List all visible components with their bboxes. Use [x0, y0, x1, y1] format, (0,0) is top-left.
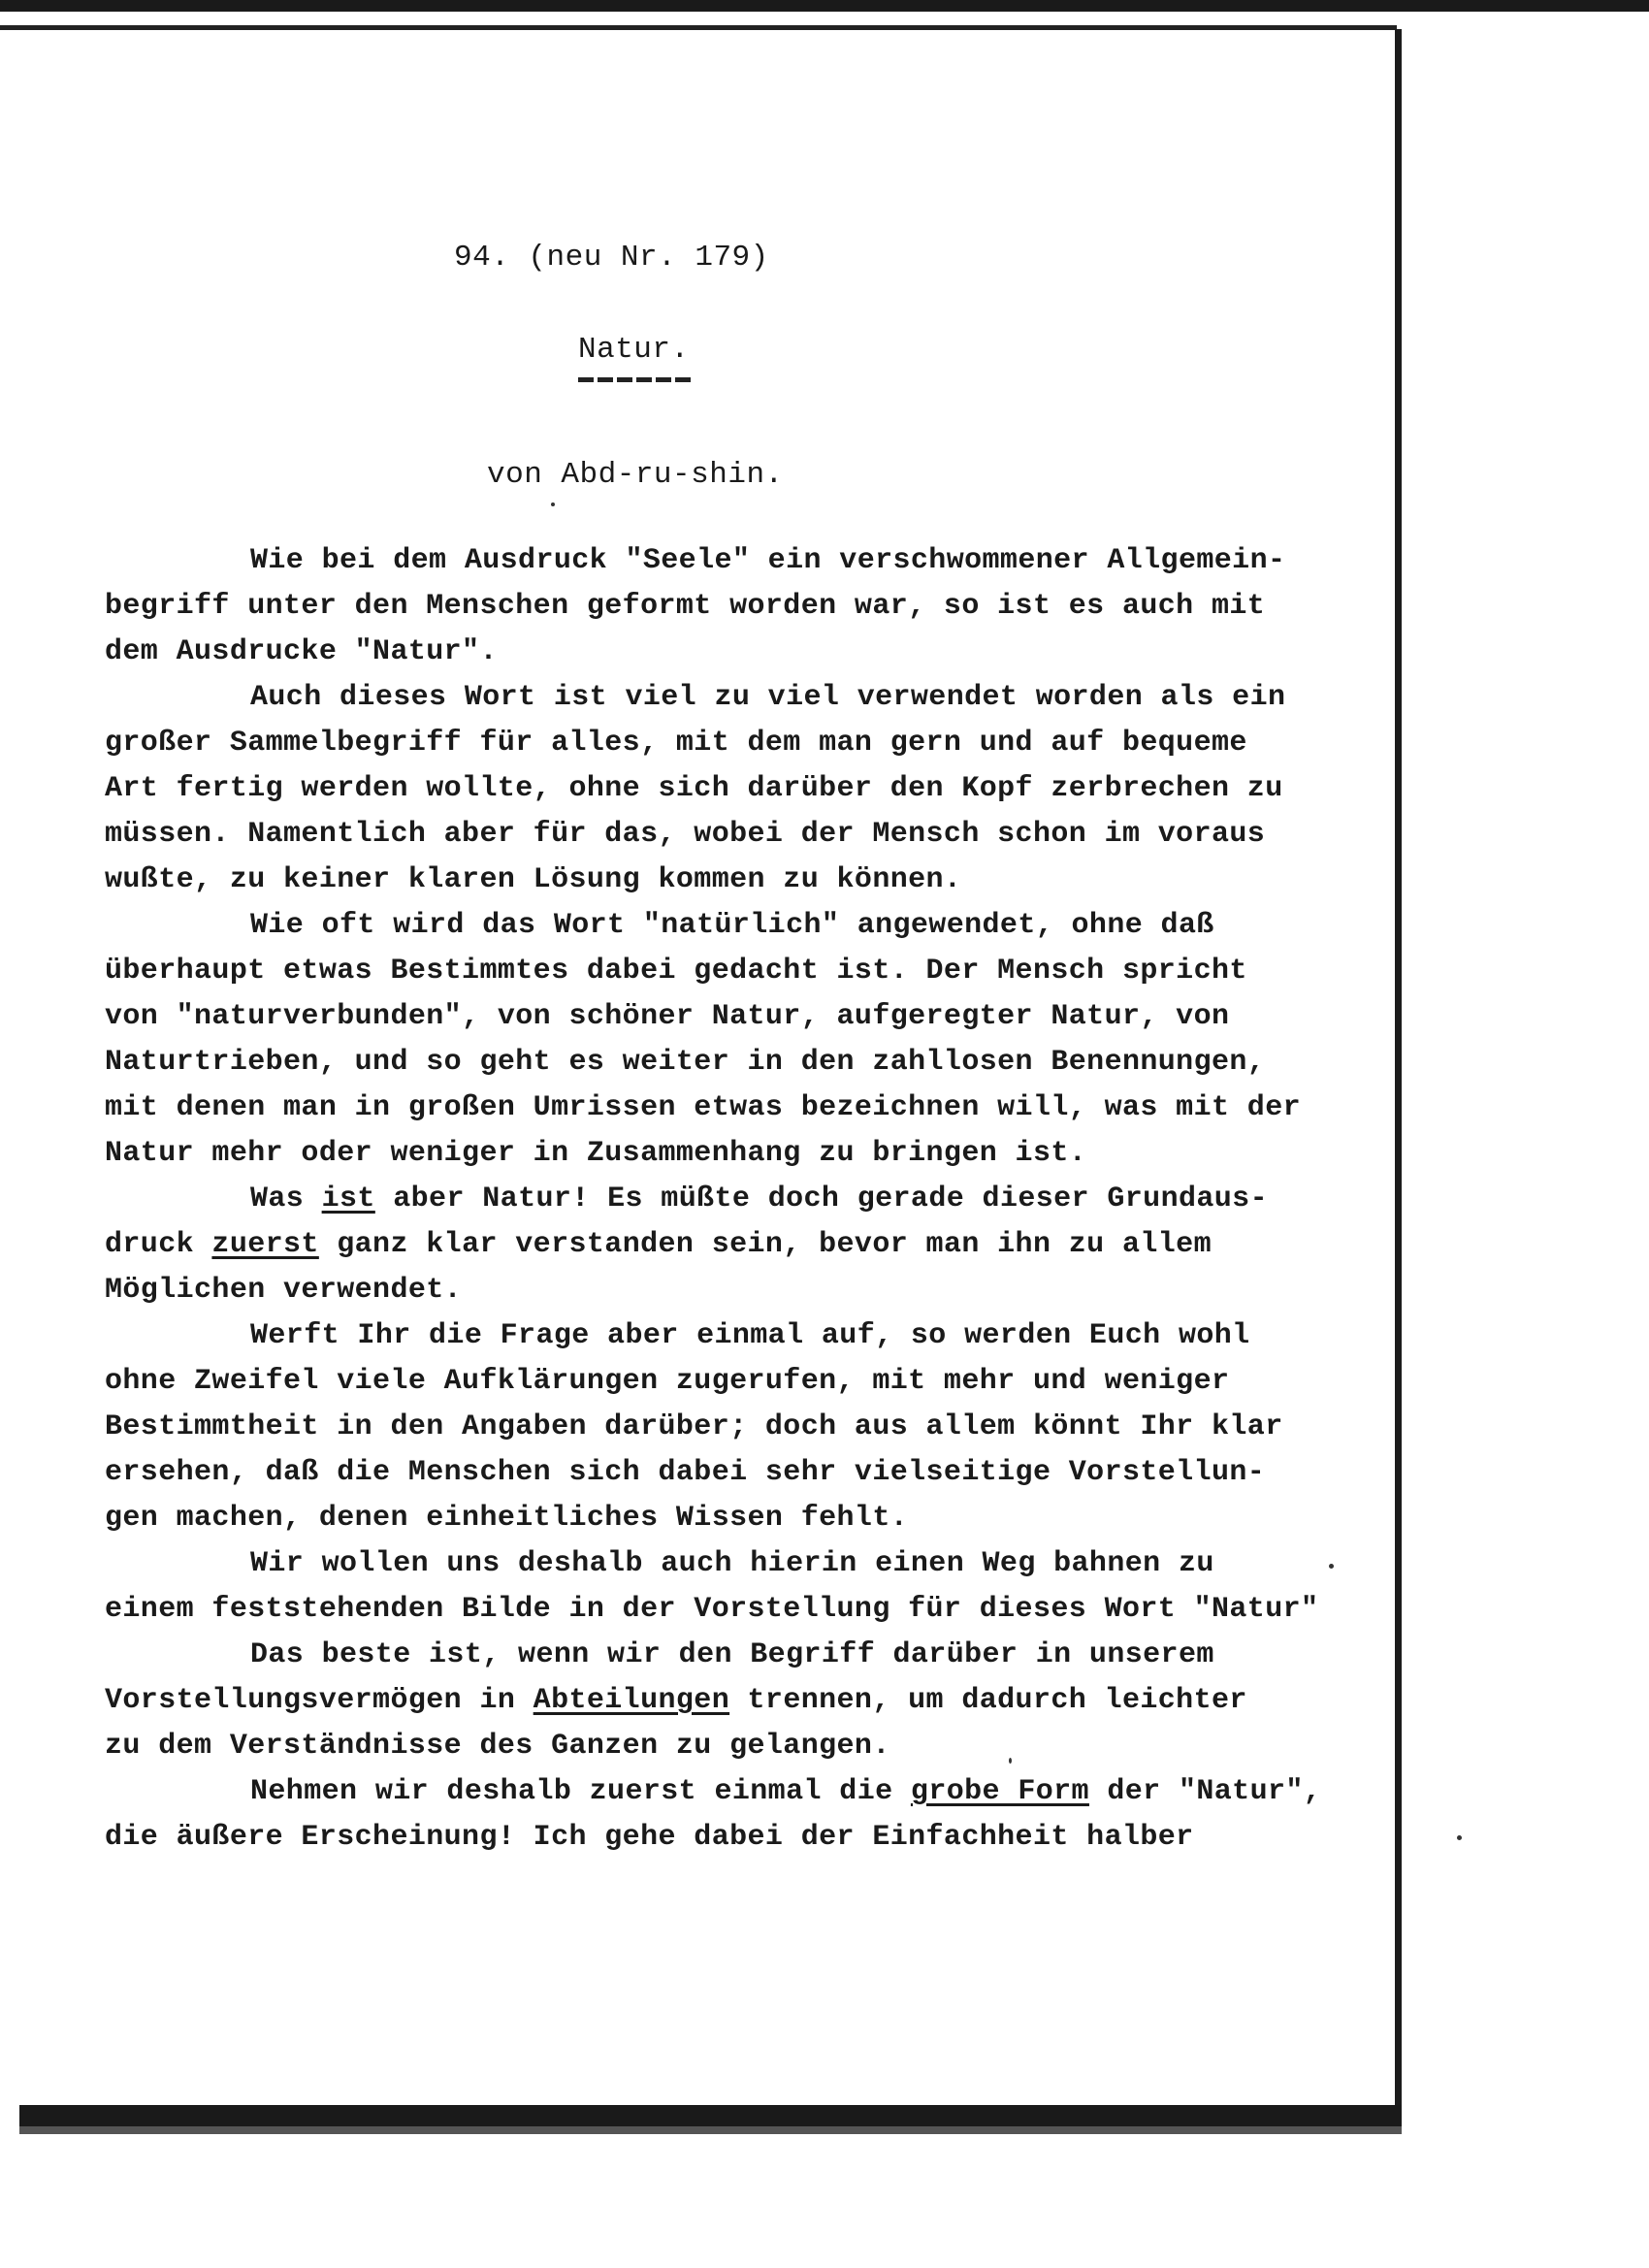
text-line: Auch dieses Wort ist viel zu viel verwendet worden als ein: [250, 681, 1286, 714]
text-segment: druck: [105, 1228, 212, 1261]
text-segment: Nehmen wir deshalb zuerst einmal die: [250, 1775, 911, 1808]
text-line: gen machen, denen einheitliches Wissen fehlt.: [105, 1502, 909, 1535]
body-text: [105, 538, 1375, 1861]
text-line: Möglichen verwendet.: [105, 1274, 463, 1307]
paper-right-edge: [1395, 29, 1402, 2129]
paper-bottom-shadow: [19, 2105, 1402, 2126]
text-segment: aber Natur! Es müßte doch gerade dieser Grundaus-: [374, 1183, 1268, 1215]
text-line: Art fertig werden wollte, ohne sich darüber den Kopf zerbrechen zu: [105, 772, 1283, 805]
text-line: begriff unter den Menschen geformt worden war, so ist es auch mit: [105, 590, 1266, 623]
text-line: Das beste ist, wenn wir den Begriff darüber in unserem: [250, 1638, 1214, 1671]
text-line: Wir wollen uns deshalb auch hierin einen Weg bahnen zu: [250, 1547, 1214, 1580]
paper-bottom-shadow-soft: [19, 2126, 1402, 2134]
text-line: [105, 1177, 1375, 1222]
text-line: ersehen, daß die Menschen sich dabei sehr vielseitige Vorstellun-: [105, 1456, 1266, 1489]
text-line: ohne Zweifel viele Aufklärungen zugerufen, mit mehr und weniger: [105, 1365, 1230, 1398]
scan-top-gap: [0, 12, 1649, 15]
text-line: großer Sammelbegriff für alles, mit dem man gern und auf bequeme: [105, 727, 1247, 760]
text-line: Naturtrieben, und so geht es weiter in den zahllosen Benennungen,: [105, 1046, 1266, 1079]
text-line: Natur mehr oder weniger in Zusammenhang zu bringen ist.: [105, 1137, 1087, 1170]
text-segment: trennen, um dadurch leichter: [729, 1684, 1247, 1717]
scan-speck: [1457, 1835, 1462, 1840]
text-line: Wie bei dem Ausdruck "Seele" ein verschwommener Allgemein-: [250, 544, 1286, 577]
document-title: Natur.: [578, 333, 690, 367]
text-line: zu dem Verständnisse des Ganzen zu gelangen.: [105, 1730, 890, 1763]
text-line: Werft Ihr die Frage aber einmal auf, so werden Euch wohl: [250, 1319, 1250, 1352]
text-line: Bestimmtheit in den Angaben darüber; doch aus allem könnt Ihr klar: [105, 1410, 1283, 1443]
text-line: mit denen man in großen Umrissen etwas bezeichnen will, was mit der: [105, 1091, 1301, 1124]
text-line: [105, 1678, 1375, 1724]
text-segment: Vorstellungsvermögen in: [105, 1684, 534, 1717]
scan-top-border: [0, 0, 1649, 12]
text-line: Wie oft wird das Wort "natürlich" angewendet, ohne daß: [250, 909, 1214, 942]
underlined-word: Abteilungen: [533, 1684, 730, 1717]
text-line: [105, 1769, 1375, 1815]
text-segment: Was: [250, 1183, 322, 1215]
underlined-word: ist: [321, 1183, 375, 1215]
text-line: einem feststehenden Bilde in der Vorstellung für dieses Wort "Natur": [105, 1593, 1319, 1626]
text-line: müssen. Namentlich aber für das, wobei der Mensch schon im voraus: [105, 818, 1266, 851]
text-line: die äußere Erscheinung! Ich gehe dabei der Einfachheit halber: [105, 1821, 1194, 1854]
title-underline: [578, 377, 695, 382]
text-line: überhaupt etwas Bestimmtes dabei gedacht ist. Der Mensch spricht: [105, 955, 1247, 988]
scan-speck: [551, 502, 555, 506]
text-line: [105, 1222, 1375, 1268]
text-line: wußte, zu keiner klaren Lösung kommen zu können.: [105, 863, 962, 896]
underlined-word: grobe Form: [910, 1775, 1089, 1808]
text-line: dem Ausdrucke "Natur".: [105, 635, 498, 668]
text-segment: ganz klar verstanden sein, bevor man ihn zu allem: [318, 1228, 1212, 1261]
text-line: von "naturverbunden", von schöner Natur, aufgeregter Natur, von: [105, 1000, 1230, 1033]
text-segment: der "Natur",: [1088, 1775, 1322, 1808]
underlined-word: zuerst: [211, 1228, 319, 1261]
document-number: 94. (neu Nr. 179): [454, 241, 769, 275]
document-author: von Abd-ru-shin.: [487, 458, 784, 492]
